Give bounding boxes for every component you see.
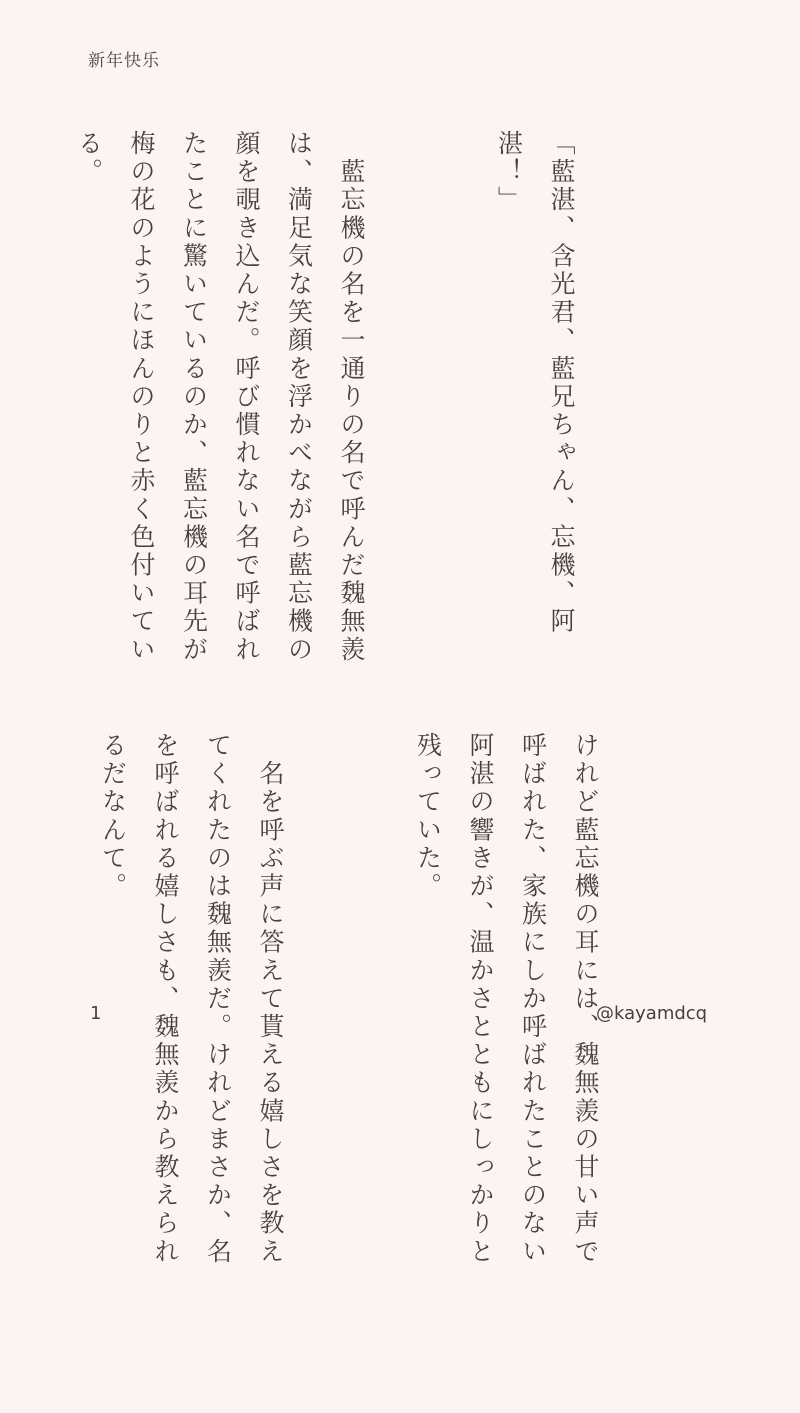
text-block-top (62, 130, 692, 690)
page-number: 1 (90, 1003, 102, 1024)
paragraph: けれど藍忘機の耳には、魏無羨の甘い声で呼ばれた、家族にしか呼ばれたことのない阿湛の響きが、温かさとともにしっかりと残っていた。 (413, 732, 600, 1266)
paragraph: 藍忘機の名を一通りの名で呼んだ魏無羨は、満足気な笑顔を浮かべながら藍忘機の顔を覗き込んだ。呼び慣れない名で呼ばれたことに驚いているのか、藍忘機の耳先が梅の花のようにほんのりと赤く色付いている。 (74, 130, 366, 664)
page-title: 新年快乐 (88, 51, 160, 71)
paragraph: 「藍湛、含光君、藍兄ちゃん、忘機、阿湛！」 (494, 130, 576, 636)
paragraph: 名を呼ぶ声に答えて貰える嬉しさを教えてくれたのは魏無羨だ。けれどまさか、名を呼ばれる嬉しさも、魏無羨から教えられるだなんて。 (98, 732, 285, 1266)
author-handle: @kayamdcq (596, 1003, 708, 1024)
